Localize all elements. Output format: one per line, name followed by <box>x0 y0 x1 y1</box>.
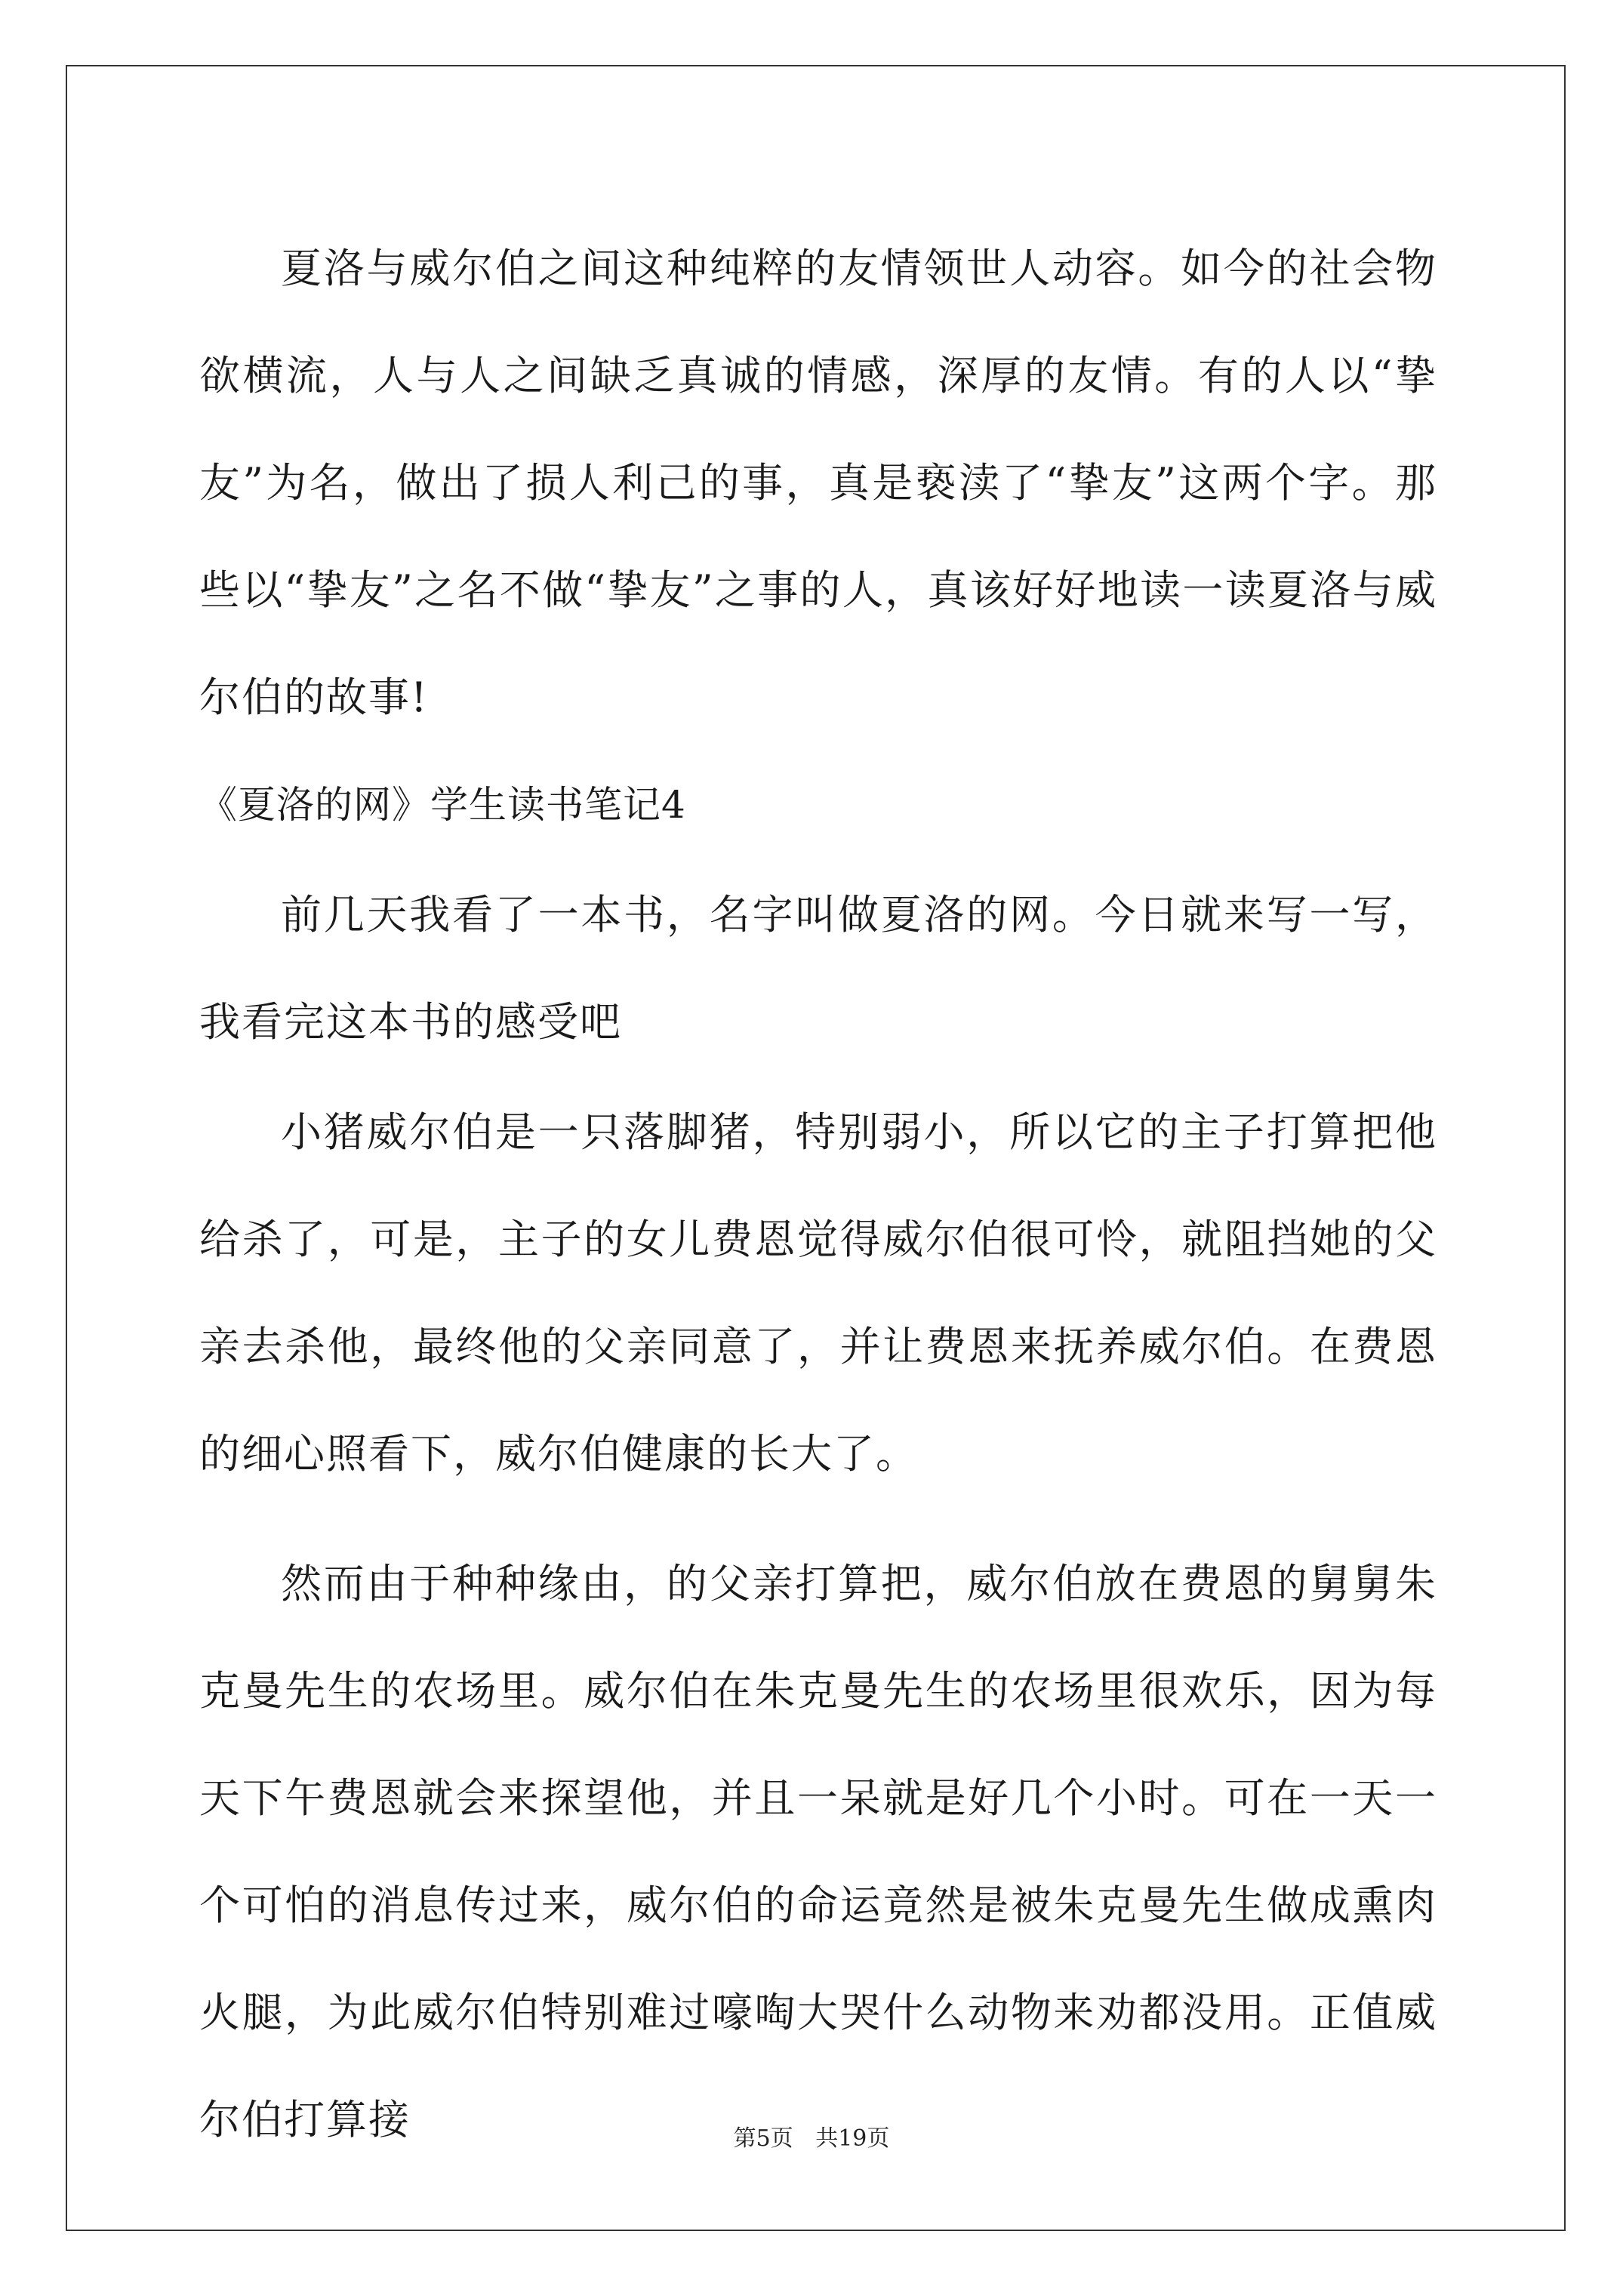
paragraph-1: 夏洛与威尔伯之间这种纯粹的友情领世人动容。如今的社会物欲横流，人与人之间缺乏真诚的情感，深厚的友情。有的人以“挚友”为名，做出了损人利己的事，真是亵渎了“挚友”这两个字。那些以“挚友”之名不做“挚友”之事的人，真该好好地读一读夏洛与威尔伯的故事! <box>199 245 1437 721</box>
page-number: 第5页 <box>733 2125 793 2152</box>
paragraph-4: 然而由于种种缘由，的父亲打算把，威尔伯放在费恩的舅舅朱克曼先生的农场里。威尔伯在朱克曼先生的农场里很欢乐，因为每天下午费恩就会来探望他，并且一呆就是好几个小时。可在一天一个可怕的消息传过来，威尔伯的命运竟然是被朱克曼先生做成熏肉火腿，为此威尔伯特别难过嚎啕大哭什么动物来劝都没用。正值威尔伯打算接 <box>199 1560 1437 2143</box>
paragraph-2: 前几天我看了一本书，名字叫做夏洛的网。今日就来写一写，我看完这本书的感受吧 <box>199 891 1437 1046</box>
section-heading: 《夏洛的网》学生读书笔记4 <box>199 783 686 827</box>
page-footer <box>0 2119 1623 2153</box>
page-total: 共19页 <box>815 2125 890 2152</box>
document-body <box>199 215 1437 2174</box>
paragraph-3: 小猪威尔伯是一只落脚猪，特别弱小，所以它的主子打算把他给杀了，可是，主子的女儿费恩觉得威尔伯很可怜，就阻挡她的父亲去杀他，最终他的父亲同意了，并让费恩来抚养威尔伯。在费恩的细心照看下，威尔伯健康的长大了。 <box>199 1108 1437 1478</box>
